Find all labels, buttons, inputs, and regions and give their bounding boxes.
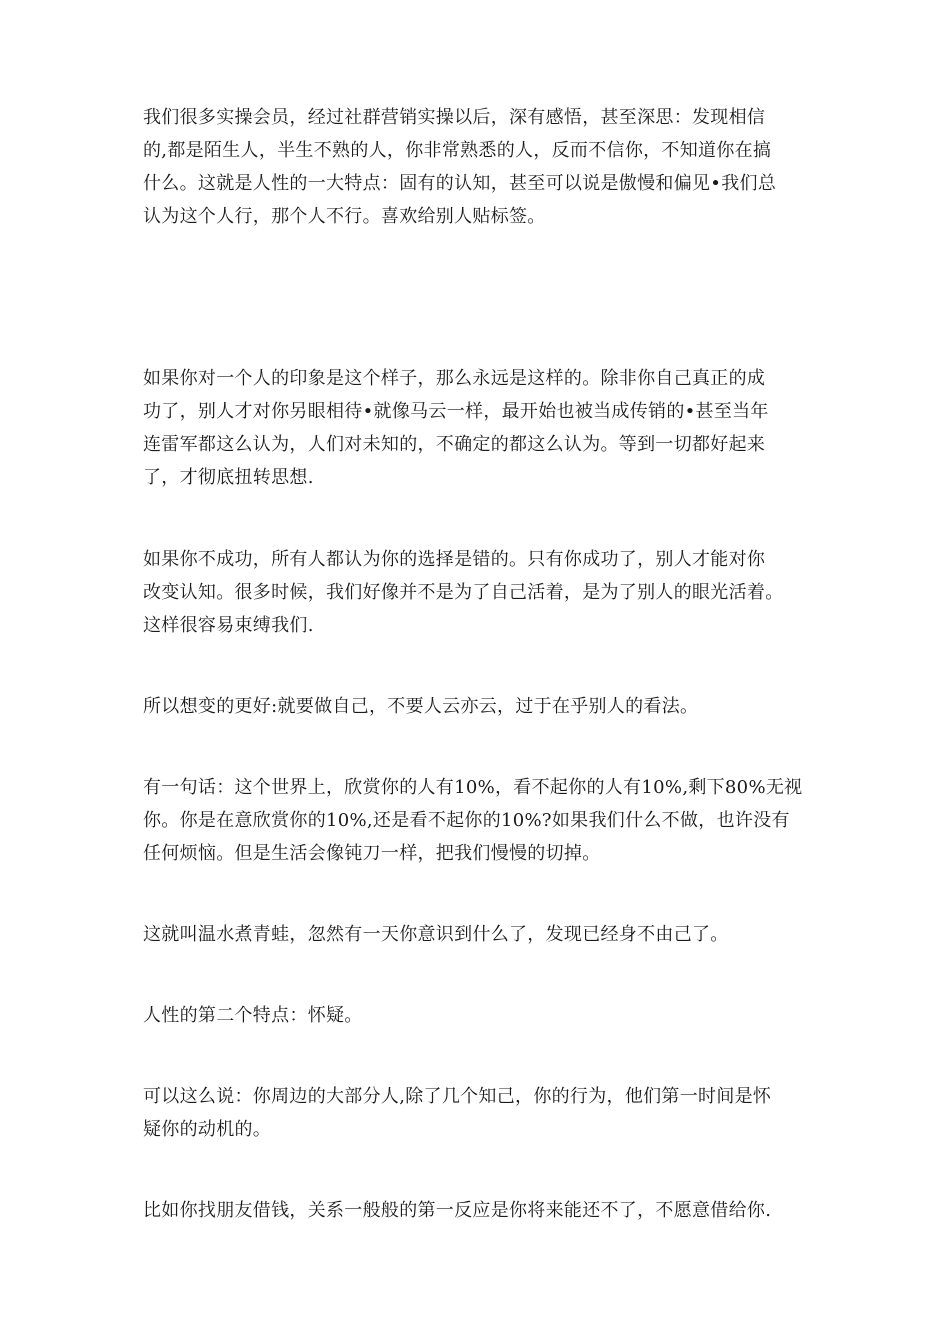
text-line: 所以想变的更好:就要做自己，不要人云亦云，过于在乎别人的看法。: [143, 696, 699, 717]
paragraph-4: [143, 690, 823, 723]
paragraph-6: [143, 918, 823, 951]
text-line: 任何烦恼。但是生活会像钝刀一样，把我们慢慢的切掉。: [143, 843, 601, 864]
text-line: 改变认知。很多时候，我们好像并不是为了自己活着，是为了别人的眼光活着。: [143, 582, 784, 603]
text-line: 可以这么说：你周边的大部分人,除了几个知己，你的行为，他们第一时间是怀: [143, 1086, 772, 1107]
paragraph-3: [143, 543, 823, 642]
paragraph-5: [143, 771, 823, 870]
text-line: 什么。这就是人性的一大特点：固有的认知，甚至可以说是傲慢和偏见•我们总: [143, 173, 777, 194]
text-line: 认为这个人行，那个人不行。喜欢给别人贴标签。: [143, 206, 546, 227]
text-line: 有一句话：这个世界上，欣赏你的人有10%，看不起你的人有10%,剩下80%无视: [143, 777, 803, 798]
text-line: 了，才彻底扭转思想.: [143, 467, 314, 488]
paragraph-8: [143, 1080, 823, 1146]
text-line: 的,都是陌生人，半生不熟的人，你非常熟悉的人，反而不信你，不知道你在搞: [143, 140, 772, 161]
text-line: 人性的第二个特点：怀疑。: [143, 1005, 363, 1026]
text-line: 如果你不成功，所有人都认为你的选择是错的。只有你成功了，别人才能对你: [143, 549, 766, 570]
paragraph-2: [143, 362, 823, 494]
text-line: 疑你的动机的。: [143, 1119, 272, 1140]
text-line: 你。你是在意欣赏你的10%,还是看不起你的10%?如果我们什么不做，也许没有: [143, 810, 790, 831]
paragraph-1: [143, 101, 823, 233]
text-line: 连雷军都这么认为，人们对未知的，不确定的都这么认为。等到一切都好起来: [143, 434, 766, 455]
text-line: 比如你找朋友借钱，关系一般般的第一反应是你将来能还不了，不愿意借给你.: [143, 1200, 772, 1221]
text-line: 如果你对一个人的印象是这个样子，那么永远是这样的。除非你自己真正的成: [143, 368, 766, 389]
text-line: 这样很容易束缚我们.: [143, 615, 314, 636]
text-line: 功了，别人才对你另眼相待•就像马云一样，最开始也被当成传销的•甚至当年: [143, 401, 769, 422]
text-line: 这就叫温水煮青蛙，忽然有一天你意识到什么了，发现已经身不由己了。: [143, 924, 729, 945]
paragraph-7: [143, 999, 823, 1032]
text-line: 我们很多实操会员，经过社群营销实操以后，深有感悟，甚至深思：发现相信: [143, 107, 766, 128]
paragraph-9: [143, 1194, 823, 1227]
